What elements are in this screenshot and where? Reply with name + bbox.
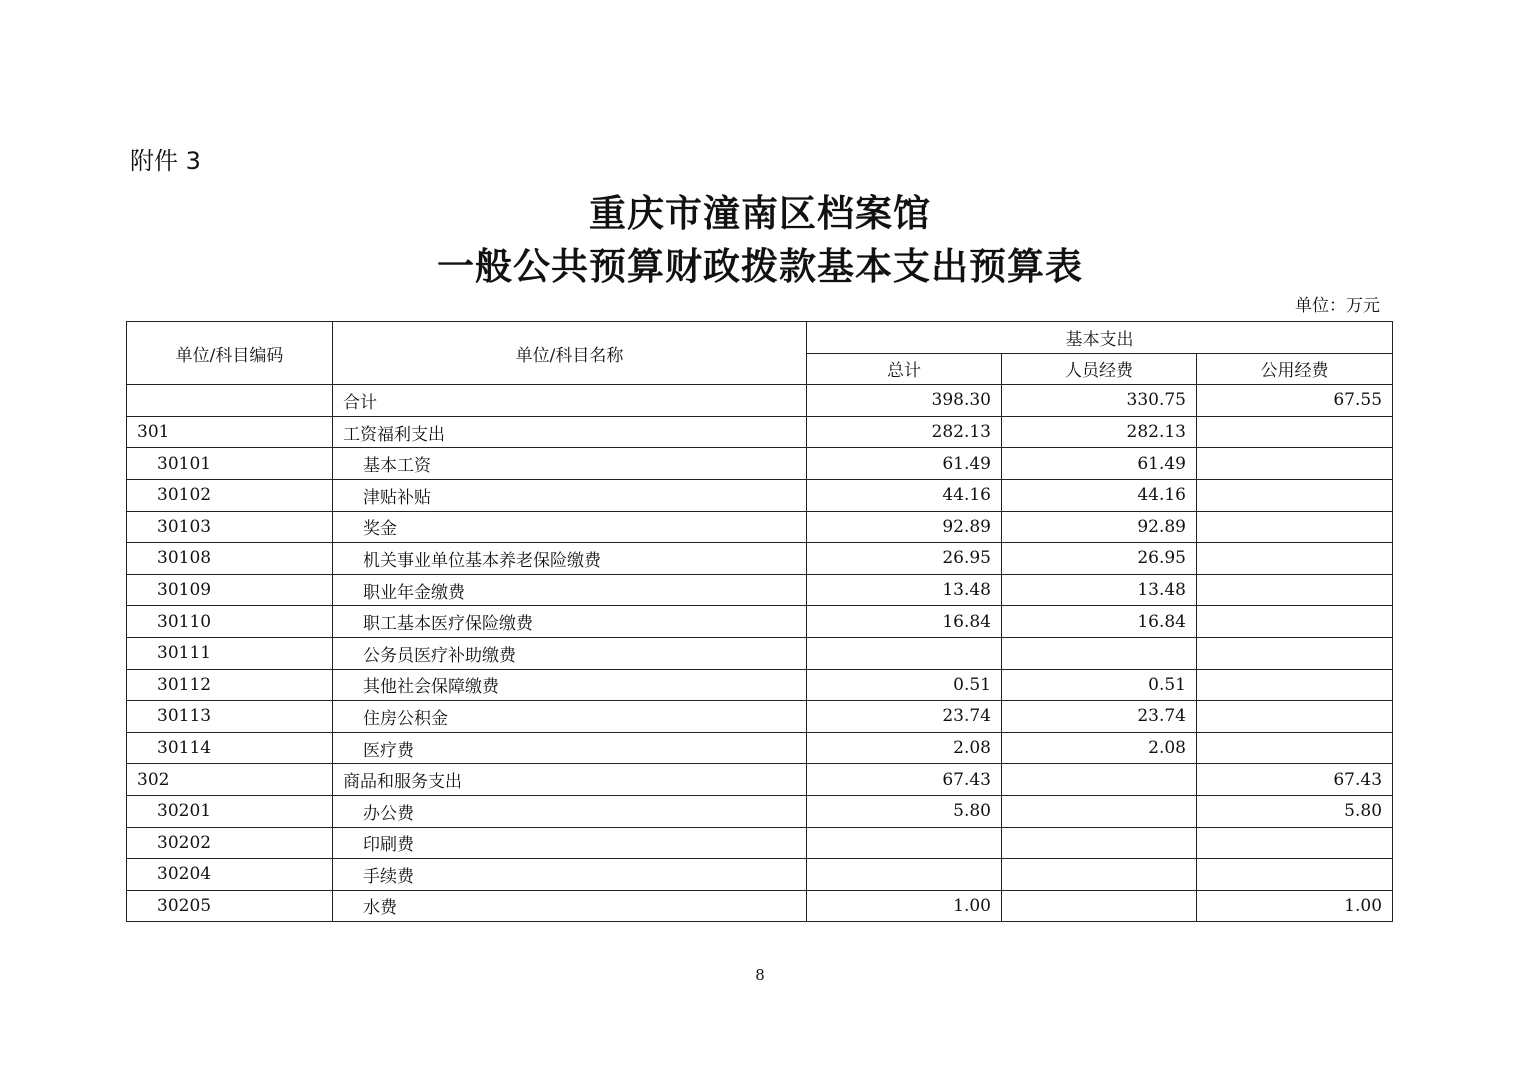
row-public — [1197, 416, 1393, 448]
row-total: 1.00 — [807, 890, 1002, 922]
header-public: 公用经费 — [1197, 353, 1393, 385]
row-personnel: 44.16 — [1002, 479, 1197, 511]
row-name: 机关事业单位基本养老保险缴费 — [333, 543, 807, 575]
row-personnel — [1002, 764, 1197, 796]
page-number: 8 — [755, 966, 765, 984]
row-name: 奖金 — [333, 511, 807, 543]
row-personnel — [1002, 637, 1197, 669]
row-total: 0.51 — [807, 669, 1002, 701]
table-row — [127, 606, 1393, 638]
table-row — [127, 385, 1393, 417]
header-total: 总计 — [807, 353, 1002, 385]
row-public — [1197, 574, 1393, 606]
row-total — [807, 827, 1002, 859]
row-personnel: 92.89 — [1002, 511, 1197, 543]
table-row — [127, 732, 1393, 764]
row-public — [1197, 511, 1393, 543]
row-code: 30111 — [127, 637, 333, 669]
row-code: 30101 — [127, 448, 333, 480]
table-row — [127, 859, 1393, 891]
page-title-line1: 重庆市潼南区档案馆 — [589, 191, 931, 235]
row-name: 医疗费 — [333, 732, 807, 764]
row-total: 61.49 — [807, 448, 1002, 480]
row-code: 30103 — [127, 511, 333, 543]
row-code: 30102 — [127, 479, 333, 511]
row-name: 住房公积金 — [333, 701, 807, 733]
row-personnel: 16.84 — [1002, 606, 1197, 638]
row-name: 基本工资 — [333, 448, 807, 480]
table-row — [127, 479, 1393, 511]
row-name: 职工基本医疗保险缴费 — [333, 606, 807, 638]
row-name: 手续费 — [333, 859, 807, 891]
table-row — [127, 669, 1393, 701]
row-public — [1197, 448, 1393, 480]
row-public — [1197, 479, 1393, 511]
table-row — [127, 795, 1393, 827]
row-public — [1197, 606, 1393, 638]
row-total: 2.08 — [807, 732, 1002, 764]
row-code: 30108 — [127, 543, 333, 575]
budget-table — [126, 321, 1393, 922]
row-personnel — [1002, 859, 1197, 891]
row-total — [807, 637, 1002, 669]
row-personnel — [1002, 827, 1197, 859]
row-personnel: 26.95 — [1002, 543, 1197, 575]
attachment-label: 附件 3 — [130, 147, 201, 175]
row-total: 26.95 — [807, 543, 1002, 575]
row-code: 30113 — [127, 701, 333, 733]
header-name: 单位/科目名称 — [333, 322, 807, 385]
row-name: 商品和服务支出 — [333, 764, 807, 796]
table-row — [127, 511, 1393, 543]
row-public — [1197, 859, 1393, 891]
row-personnel: 13.48 — [1002, 574, 1197, 606]
row-personnel: 2.08 — [1002, 732, 1197, 764]
table-row — [127, 764, 1393, 796]
row-personnel: 23.74 — [1002, 701, 1197, 733]
row-name: 工资福利支出 — [333, 416, 807, 448]
row-personnel — [1002, 795, 1197, 827]
row-total: 44.16 — [807, 479, 1002, 511]
row-personnel: 61.49 — [1002, 448, 1197, 480]
row-name: 水费 — [333, 890, 807, 922]
row-public — [1197, 827, 1393, 859]
row-total: 67.43 — [807, 764, 1002, 796]
row-personnel: 282.13 — [1002, 416, 1197, 448]
table-row — [127, 827, 1393, 859]
row-total: 398.30 — [807, 385, 1002, 417]
row-public: 67.43 — [1197, 764, 1393, 796]
table-row — [127, 448, 1393, 480]
row-code: 301 — [127, 416, 333, 448]
row-code: 30202 — [127, 827, 333, 859]
row-personnel: 0.51 — [1002, 669, 1197, 701]
row-public — [1197, 669, 1393, 701]
row-code: 30109 — [127, 574, 333, 606]
row-public — [1197, 701, 1393, 733]
row-public — [1197, 637, 1393, 669]
table-row — [127, 701, 1393, 733]
row-public — [1197, 543, 1393, 575]
row-personnel: 330.75 — [1002, 385, 1197, 417]
row-name: 办公费 — [333, 795, 807, 827]
row-name: 公务员医疗补助缴费 — [333, 637, 807, 669]
row-public: 1.00 — [1197, 890, 1393, 922]
row-code: 30112 — [127, 669, 333, 701]
row-code — [127, 385, 333, 417]
row-name: 印刷费 — [333, 827, 807, 859]
row-total — [807, 859, 1002, 891]
table-row — [127, 574, 1393, 606]
row-total: 13.48 — [807, 574, 1002, 606]
table-row — [127, 416, 1393, 448]
header-personnel: 人员经费 — [1002, 353, 1197, 385]
row-personnel — [1002, 890, 1197, 922]
row-name: 其他社会保障缴费 — [333, 669, 807, 701]
row-code: 30110 — [127, 606, 333, 638]
row-name: 津贴补贴 — [333, 479, 807, 511]
row-total: 23.74 — [807, 701, 1002, 733]
table-row — [127, 543, 1393, 575]
table-row — [127, 637, 1393, 669]
row-public — [1197, 732, 1393, 764]
row-code: 30204 — [127, 859, 333, 891]
row-code: 302 — [127, 764, 333, 796]
row-code: 30114 — [127, 732, 333, 764]
row-total: 16.84 — [807, 606, 1002, 638]
row-total: 282.13 — [807, 416, 1002, 448]
header-code: 单位/科目编码 — [127, 322, 333, 385]
row-code: 30201 — [127, 795, 333, 827]
row-public: 67.55 — [1197, 385, 1393, 417]
row-name: 职业年金缴费 — [333, 574, 807, 606]
row-total: 5.80 — [807, 795, 1002, 827]
row-total: 92.89 — [807, 511, 1002, 543]
row-name: 合计 — [333, 385, 807, 417]
page-title-line2: 一般公共预算财政拨款基本支出预算表 — [437, 244, 1083, 288]
row-code: 30205 — [127, 890, 333, 922]
table-row — [127, 890, 1393, 922]
row-public: 5.80 — [1197, 795, 1393, 827]
unit-label: 单位：万元 — [1295, 296, 1380, 316]
header-basic-expenditure: 基本支出 — [807, 322, 1393, 354]
